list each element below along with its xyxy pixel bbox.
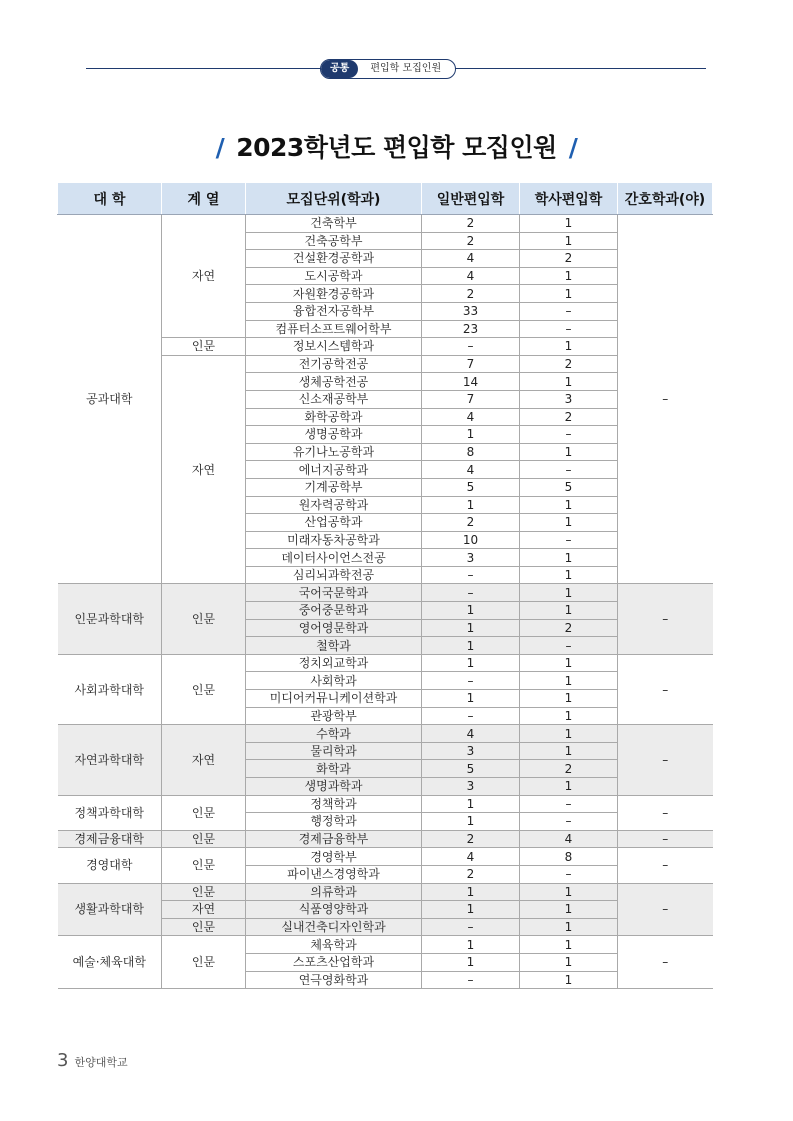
dept-cell: 식품영양학과 xyxy=(246,901,422,919)
bachelor-cell: 3 xyxy=(520,390,618,408)
track-cell: 인문 xyxy=(162,338,246,356)
university-name: 한양대학교 xyxy=(74,1056,128,1069)
dept-cell: 융합전자공학부 xyxy=(246,302,422,320)
bachelor-cell: 1 xyxy=(520,285,618,303)
page-title xyxy=(0,128,793,164)
dept-cell: 심리뇌과학전공 xyxy=(246,566,422,584)
col-college: 대 학 xyxy=(58,183,162,215)
dept-cell: 중어중문학과 xyxy=(246,602,422,620)
dept-cell: 건설환경공학과 xyxy=(246,250,422,268)
general-cell: 5 xyxy=(422,760,520,778)
bachelor-cell: – xyxy=(520,302,618,320)
general-cell: 1 xyxy=(422,496,520,514)
bachelor-cell: 1 xyxy=(520,725,618,743)
bachelor-cell: 1 xyxy=(520,338,618,356)
general-cell: 1 xyxy=(422,813,520,831)
bachelor-cell: 2 xyxy=(520,250,618,268)
college-group xyxy=(58,795,713,830)
general-cell: 33 xyxy=(422,302,520,320)
track-cell: 인문 xyxy=(162,830,246,848)
college-group xyxy=(58,883,713,936)
general-cell: – xyxy=(422,584,520,602)
bachelor-cell: 1 xyxy=(520,971,618,989)
general-cell: 5 xyxy=(422,478,520,496)
bachelor-cell: 1 xyxy=(520,953,618,971)
dept-cell: 미디어커뮤니케이션학과 xyxy=(246,690,422,708)
col-bachelor: 학사편입학 xyxy=(520,183,618,215)
general-cell: – xyxy=(422,971,520,989)
dept-cell: 건축공학부 xyxy=(246,232,422,250)
bachelor-cell: – xyxy=(520,426,618,444)
title-slash-right: / xyxy=(568,133,578,162)
bachelor-cell: 1 xyxy=(520,654,618,672)
bachelor-cell: 1 xyxy=(520,267,618,285)
general-cell: 2 xyxy=(422,215,520,233)
dept-cell: 체육학과 xyxy=(246,936,422,954)
dept-cell: 의류학과 xyxy=(246,883,422,901)
admission-table xyxy=(57,183,713,989)
general-cell: 4 xyxy=(422,408,520,426)
table-row xyxy=(58,830,713,848)
dept-cell: 수학과 xyxy=(246,725,422,743)
bachelor-cell: 1 xyxy=(520,742,618,760)
nursing-cell: – xyxy=(618,830,713,848)
general-cell: 4 xyxy=(422,250,520,268)
col-general: 일반편입학 xyxy=(422,183,520,215)
bachelor-cell: – xyxy=(520,795,618,813)
dept-cell: 국어국문학과 xyxy=(246,584,422,602)
general-cell: – xyxy=(422,707,520,725)
bachelor-cell: 1 xyxy=(520,690,618,708)
dept-cell: 스포츠산업학과 xyxy=(246,953,422,971)
nursing-cell: – xyxy=(618,654,713,724)
college-cell: 사회과학대학 xyxy=(58,654,162,724)
general-cell: 2 xyxy=(422,285,520,303)
table-row xyxy=(58,936,713,954)
general-cell: 2 xyxy=(422,232,520,250)
dept-cell: 정보시스템학과 xyxy=(246,338,422,356)
dept-cell: 정책학과 xyxy=(246,795,422,813)
nursing-cell: – xyxy=(618,936,713,989)
bachelor-cell: 1 xyxy=(520,883,618,901)
general-cell: 4 xyxy=(422,461,520,479)
bachelor-cell: 2 xyxy=(520,408,618,426)
general-cell: 1 xyxy=(422,795,520,813)
title-slash-left: / xyxy=(215,133,225,162)
col-track: 계 열 xyxy=(162,183,246,215)
track-cell: 인문 xyxy=(162,848,246,883)
general-cell: – xyxy=(422,672,520,690)
section-pill xyxy=(320,59,456,79)
bachelor-cell: 5 xyxy=(520,478,618,496)
bachelor-cell: 1 xyxy=(520,496,618,514)
college-cell: 경제금융대학 xyxy=(58,830,162,848)
section-tag: 공통 xyxy=(321,60,358,78)
college-group xyxy=(58,654,713,724)
dept-cell: 행정학과 xyxy=(246,813,422,831)
bachelor-cell: 2 xyxy=(520,355,618,373)
general-cell: – xyxy=(422,338,520,356)
general-cell: 1 xyxy=(422,690,520,708)
dept-cell: 화학과 xyxy=(246,760,422,778)
dept-cell: 자원환경공학과 xyxy=(246,285,422,303)
track-cell: 인문 xyxy=(162,654,246,724)
bachelor-cell: 1 xyxy=(520,584,618,602)
dept-cell: 에너지공학과 xyxy=(246,461,422,479)
table-header xyxy=(58,183,713,215)
track-cell: 인문 xyxy=(162,918,246,936)
college-group xyxy=(58,936,713,989)
dept-cell: 물리학과 xyxy=(246,742,422,760)
bachelor-cell: – xyxy=(520,865,618,883)
page-footer xyxy=(57,1050,128,1071)
dept-cell: 데이터사이언스전공 xyxy=(246,549,422,567)
dept-cell: 관광학부 xyxy=(246,707,422,725)
nursing-cell: – xyxy=(618,584,713,654)
bachelor-cell: 1 xyxy=(520,443,618,461)
table-row xyxy=(58,725,713,743)
college-cell: 생활과학대학 xyxy=(58,883,162,936)
bachelor-cell: 2 xyxy=(520,619,618,637)
section-label: 편입학 모집인원 xyxy=(370,63,442,74)
general-cell: 3 xyxy=(422,742,520,760)
college-cell: 경영대학 xyxy=(58,848,162,883)
dept-cell: 도시공학과 xyxy=(246,267,422,285)
general-cell: 1 xyxy=(422,883,520,901)
track-cell: 자연 xyxy=(162,725,246,795)
general-cell: 1 xyxy=(422,619,520,637)
track-cell: 인문 xyxy=(162,936,246,989)
track-cell: 인문 xyxy=(162,883,246,901)
general-cell: 3 xyxy=(422,549,520,567)
page-number: 3 xyxy=(57,1050,69,1071)
general-cell: 1 xyxy=(422,654,520,672)
college-cell: 예술·체육대학 xyxy=(58,936,162,989)
general-cell: 4 xyxy=(422,848,520,866)
dept-cell: 신소재공학부 xyxy=(246,390,422,408)
college-cell: 정책과학대학 xyxy=(58,795,162,830)
general-cell: 8 xyxy=(422,443,520,461)
bachelor-cell: – xyxy=(520,461,618,479)
bachelor-cell: 1 xyxy=(520,373,618,391)
dept-cell: 컴퓨터소프트웨어학부 xyxy=(246,320,422,338)
dept-cell: 원자력공학과 xyxy=(246,496,422,514)
dept-cell: 정치외교학과 xyxy=(246,654,422,672)
nursing-cell: – xyxy=(618,725,713,795)
general-cell: 4 xyxy=(422,725,520,743)
dept-cell: 연극영화학과 xyxy=(246,971,422,989)
track-cell: 자연 xyxy=(162,215,246,338)
bachelor-cell: 1 xyxy=(520,901,618,919)
general-cell: 3 xyxy=(422,778,520,796)
college-cell: 자연과학대학 xyxy=(58,725,162,795)
table-row xyxy=(58,654,713,672)
dept-cell: 생명공학과 xyxy=(246,426,422,444)
general-cell: 2 xyxy=(422,514,520,532)
dept-cell: 화학공학과 xyxy=(246,408,422,426)
general-cell: 1 xyxy=(422,637,520,655)
college-group xyxy=(58,584,713,654)
dept-cell: 전기공학전공 xyxy=(246,355,422,373)
dept-cell: 실내건축디자인학과 xyxy=(246,918,422,936)
bachelor-cell: – xyxy=(520,637,618,655)
table-row xyxy=(58,584,713,602)
general-cell: 2 xyxy=(422,865,520,883)
dept-cell: 생체공학전공 xyxy=(246,373,422,391)
general-cell: 1 xyxy=(422,602,520,620)
bachelor-cell: 8 xyxy=(520,848,618,866)
dept-cell: 경제금융학부 xyxy=(246,830,422,848)
general-cell: 1 xyxy=(422,953,520,971)
general-cell: 10 xyxy=(422,531,520,549)
general-cell: – xyxy=(422,566,520,584)
dept-cell: 사회학과 xyxy=(246,672,422,690)
college-group xyxy=(58,215,713,584)
dept-cell: 유기나노공학과 xyxy=(246,443,422,461)
general-cell: 2 xyxy=(422,830,520,848)
dept-cell: 산업공학과 xyxy=(246,514,422,532)
track-cell: 자연 xyxy=(162,901,246,919)
bachelor-cell: 1 xyxy=(520,707,618,725)
track-cell: 인문 xyxy=(162,584,246,654)
general-cell: 1 xyxy=(422,426,520,444)
track-cell: 자연 xyxy=(162,355,246,584)
college-cell: 인문과학대학 xyxy=(58,584,162,654)
college-group xyxy=(58,830,713,848)
dept-cell: 기계공학부 xyxy=(246,478,422,496)
col-nursing: 간호학과(야) xyxy=(618,183,713,215)
table-row xyxy=(58,883,713,901)
general-cell: – xyxy=(422,918,520,936)
general-cell: 23 xyxy=(422,320,520,338)
general-cell: 7 xyxy=(422,390,520,408)
dept-cell: 파이낸스경영학과 xyxy=(246,865,422,883)
bachelor-cell: 1 xyxy=(520,602,618,620)
nursing-cell: – xyxy=(618,848,713,883)
bachelor-cell: 1 xyxy=(520,778,618,796)
track-cell: 인문 xyxy=(162,795,246,830)
college-cell: 공과대학 xyxy=(58,215,162,584)
bachelor-cell: 2 xyxy=(520,760,618,778)
bachelor-cell: 1 xyxy=(520,566,618,584)
bachelor-cell: 1 xyxy=(520,514,618,532)
dept-cell: 영어영문학과 xyxy=(246,619,422,637)
dept-cell: 철학과 xyxy=(246,637,422,655)
table-row xyxy=(58,848,713,866)
bachelor-cell: – xyxy=(520,813,618,831)
bachelor-cell: 1 xyxy=(520,918,618,936)
dept-cell: 건축학부 xyxy=(246,215,422,233)
col-dept: 모집단위(학과) xyxy=(246,183,422,215)
general-cell: 14 xyxy=(422,373,520,391)
bachelor-cell: – xyxy=(520,531,618,549)
general-cell: 1 xyxy=(422,936,520,954)
general-cell: 1 xyxy=(422,901,520,919)
bachelor-cell: 1 xyxy=(520,549,618,567)
table-row xyxy=(58,215,713,233)
bachelor-cell: 1 xyxy=(520,936,618,954)
college-group xyxy=(58,725,713,795)
table-row xyxy=(58,795,713,813)
nursing-cell: – xyxy=(618,215,713,584)
dept-cell: 경영학부 xyxy=(246,848,422,866)
nursing-cell: – xyxy=(618,883,713,936)
general-cell: 4 xyxy=(422,267,520,285)
bachelor-cell: 4 xyxy=(520,830,618,848)
college-group xyxy=(58,848,713,883)
title-text: 2023학년도 편입학 모집인원 xyxy=(236,133,557,162)
bachelor-cell: 1 xyxy=(520,232,618,250)
bachelor-cell: 1 xyxy=(520,215,618,233)
bachelor-cell: – xyxy=(520,320,618,338)
bachelor-cell: 1 xyxy=(520,672,618,690)
nursing-cell: – xyxy=(618,795,713,830)
general-cell: 7 xyxy=(422,355,520,373)
dept-cell: 미래자동차공학과 xyxy=(246,531,422,549)
dept-cell: 생명과학과 xyxy=(246,778,422,796)
